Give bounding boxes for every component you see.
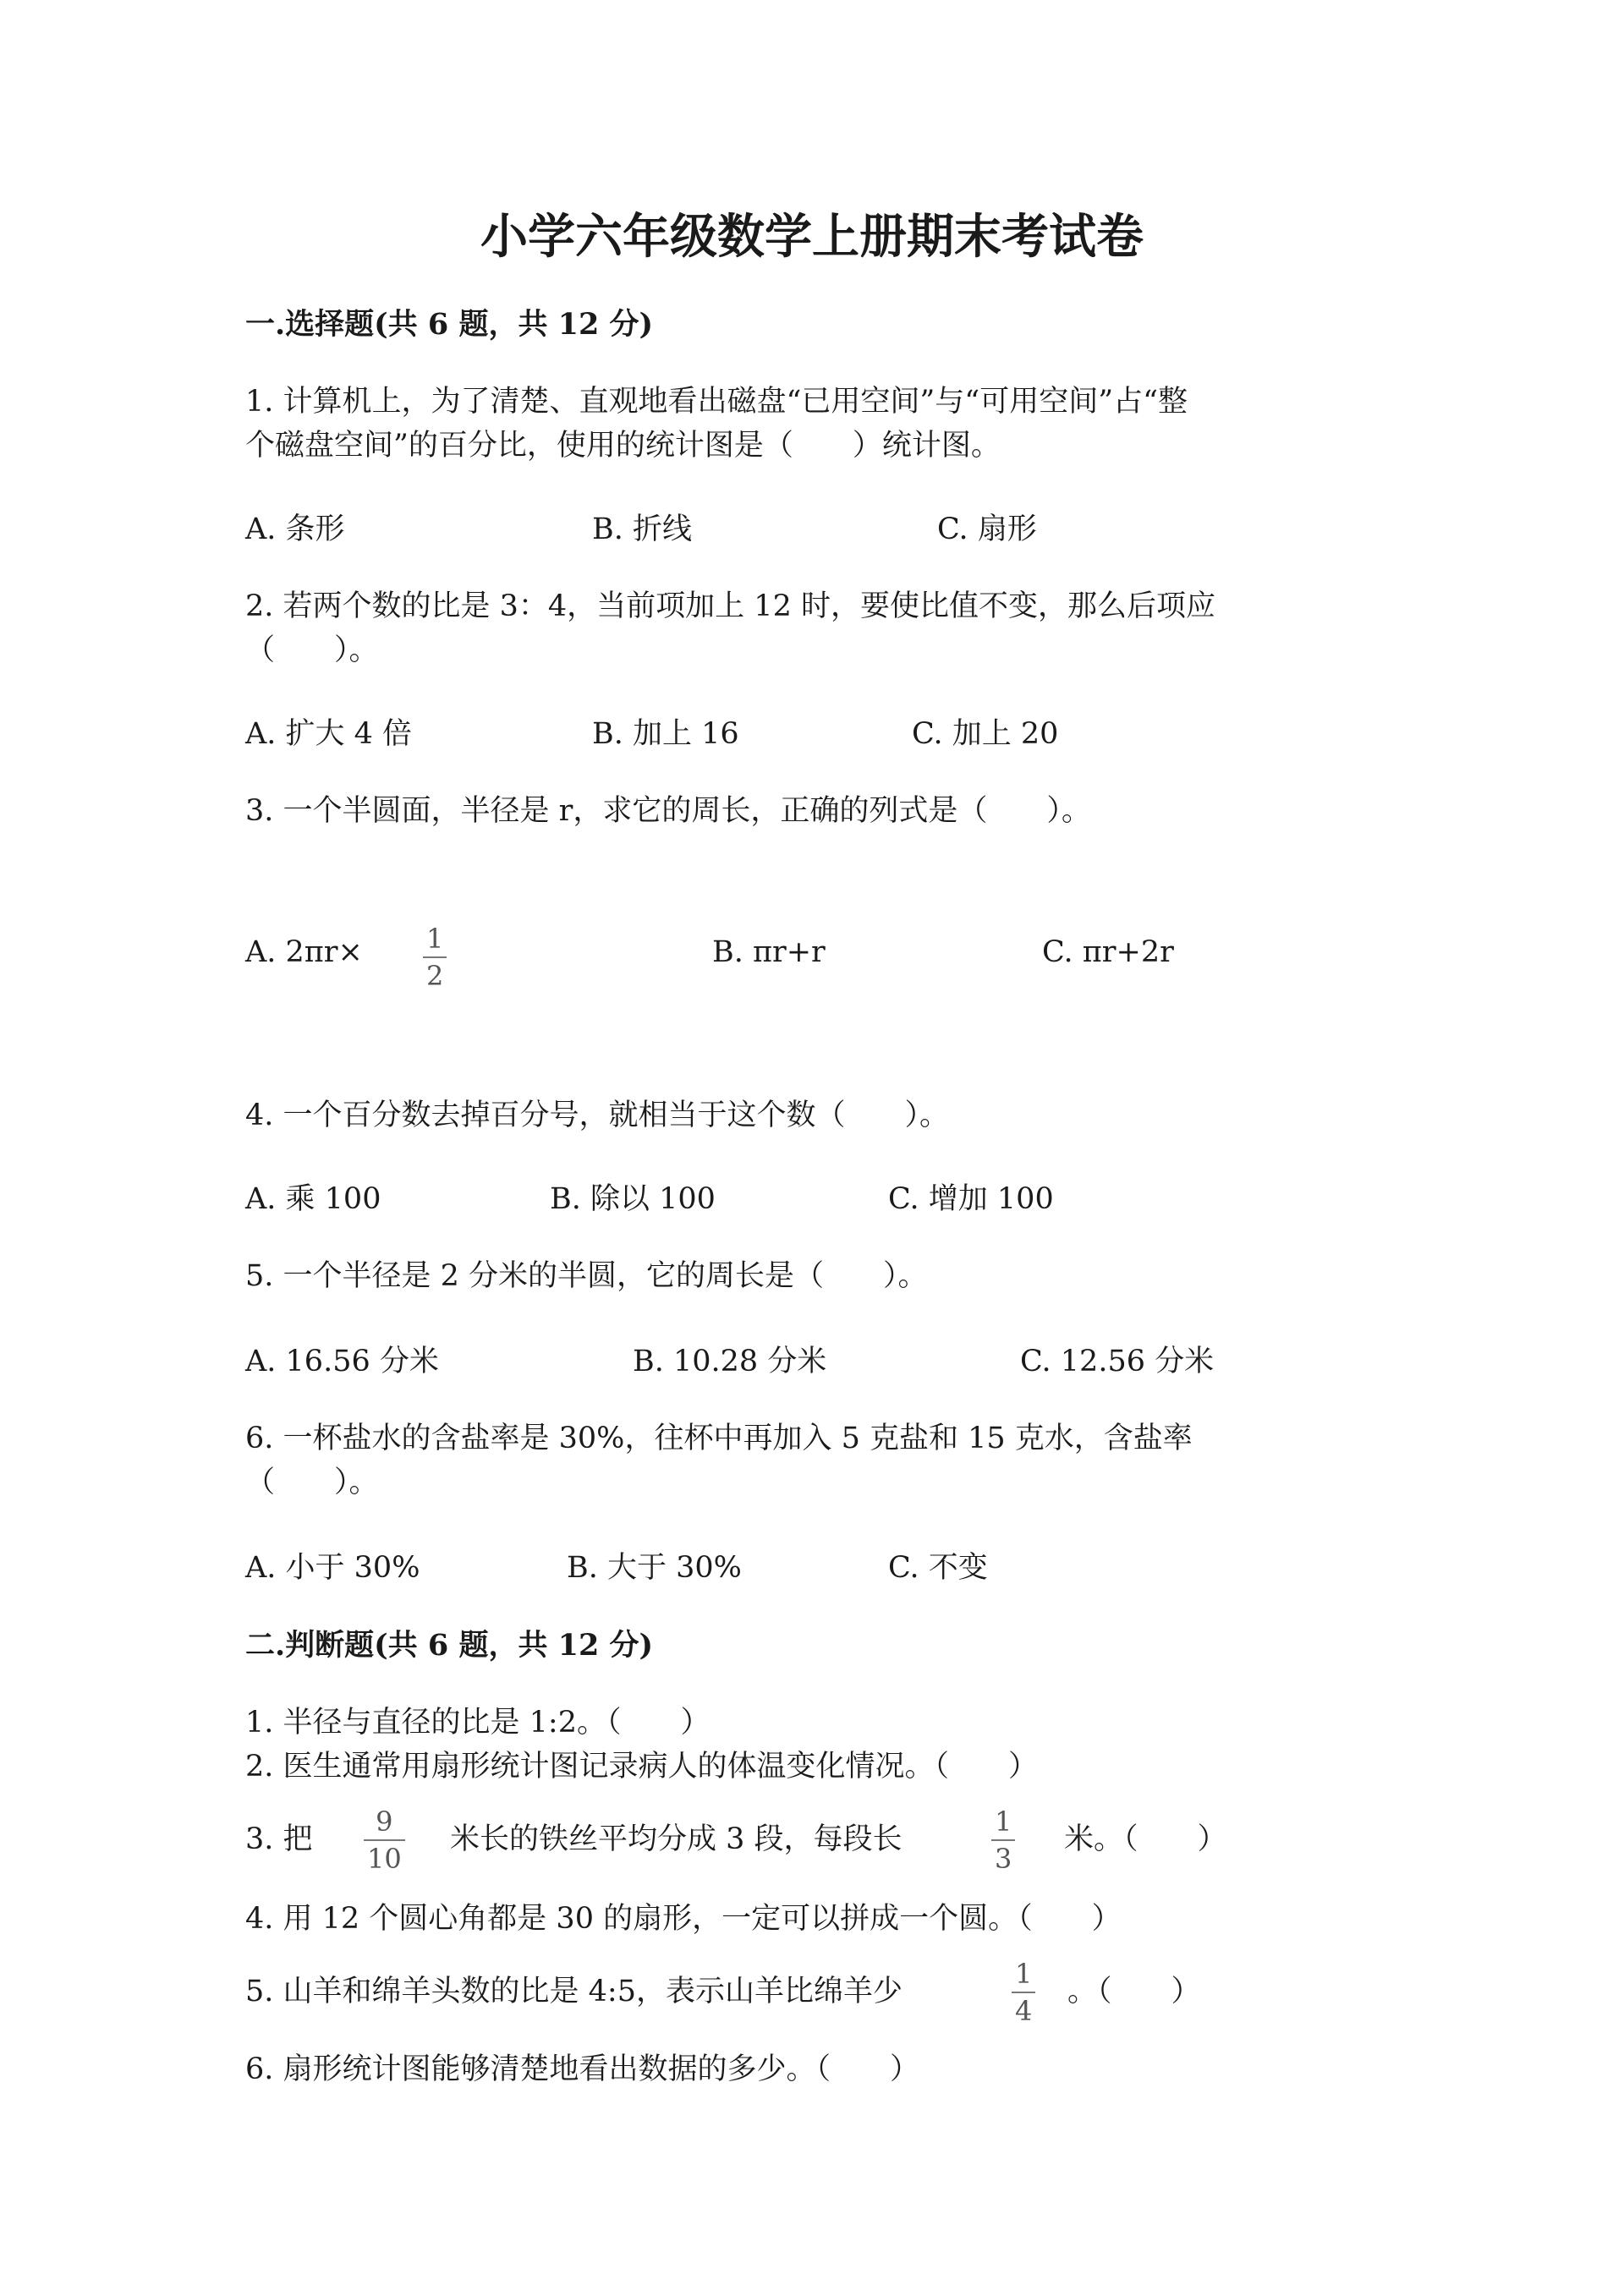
- question-4-line-1: 4. 一个百分数去掉百分号，就相当于这个数（ ）。: [245, 1099, 950, 1132]
- judgment-4: 4. 用 12 个圆心角都是 30 的扇形，一定可以拼成一个圆。（ ）: [245, 1902, 1122, 1936]
- fraction-denominator: 3: [995, 1843, 1012, 1875]
- fraction-numerator: 1: [1015, 1958, 1033, 1990]
- fraction-one-third: [991, 1806, 1015, 1875]
- question-6-option-c[interactable]: C. 不变: [888, 1551, 988, 1585]
- judgment-5-suffix: 。（ ）: [1067, 1975, 1201, 2008]
- question-2-option-b[interactable]: B. 加上 16: [592, 717, 739, 751]
- question-1-line-2: 个磁盘空间”的百分比，使用的统计图是（ ）统计图。: [245, 429, 1001, 463]
- fraction-bar: [1012, 1992, 1035, 1993]
- fraction-one-quarter: [1012, 1960, 1035, 2025]
- question-3-option-a[interactable]: A. 2πr×: [245, 935, 363, 969]
- question-1-line-1: 1. 计算机上，为了清楚、直观地看出磁盘“已用空间”与“可用空间”占“整: [245, 385, 1188, 419]
- judgment-3-middle: 米长的铁丝平均分成 3 段，每段长: [450, 1822, 903, 1856]
- fraction-denominator: 2: [426, 960, 444, 992]
- question-1-option-a[interactable]: A. 条形: [245, 512, 345, 546]
- judgment-5-prefix: 5. 山羊和绵羊头数的比是 4:5，表示山羊比绵羊少: [245, 1975, 903, 2008]
- question-5-line-1: 5. 一个半径是 2 分米的半圆，它的周长是（ ）。: [245, 1259, 928, 1293]
- fraction-bar: [423, 956, 447, 958]
- question-4-option-a[interactable]: A. 乘 100: [245, 1182, 381, 1216]
- question-4-option-c[interactable]: C. 增加 100: [888, 1182, 1054, 1216]
- question-4-option-b[interactable]: B. 除以 100: [550, 1182, 716, 1216]
- question-5-option-a[interactable]: A. 16.56 分米: [245, 1345, 439, 1378]
- judgment-1: 1. 半径与直径的比是 1:2。（ ）: [245, 1706, 710, 1740]
- fraction-denominator: 10: [367, 1843, 402, 1875]
- question-5-option-c[interactable]: C. 12.56 分米: [1020, 1345, 1215, 1378]
- question-2-line-1: 2. 若两个数的比是 3：4，当前项加上 12 时，要使比值不变，那么后项应: [245, 589, 1215, 623]
- question-2-line-2: （ ）。: [245, 633, 379, 667]
- question-6-line-1: 6. 一杯盐水的含盐率是 30%，往杯中再加入 5 克盐和 15 克水，含盐率: [245, 1422, 1193, 1455]
- question-1-option-c[interactable]: C. 扇形: [937, 512, 1037, 546]
- question-6-line-2: （ ）。: [245, 1466, 379, 1499]
- fraction-numerator: 1: [426, 923, 444, 955]
- question-5-option-b[interactable]: B. 10.28 分米: [633, 1345, 827, 1378]
- fraction-one-half: [423, 923, 447, 992]
- fraction-bar: [364, 1839, 405, 1841]
- fraction-bar: [991, 1839, 1015, 1841]
- question-3-option-c[interactable]: C. πr+2r: [1042, 935, 1174, 969]
- question-3-option-b[interactable]: B. πr+r: [712, 935, 826, 969]
- fraction-denominator: 4: [1015, 1995, 1033, 2027]
- section-heading-choice: 一.选择题(共 6 题，共 12 分): [245, 307, 654, 342]
- fraction-numerator: 1: [995, 1806, 1012, 1838]
- judgment-3-prefix: 3. 把: [245, 1822, 313, 1856]
- judgment-3-suffix: 米。（ ）: [1064, 1822, 1227, 1856]
- question-6-option-a[interactable]: A. 小于 30%: [245, 1551, 420, 1585]
- question-2-option-c[interactable]: C. 加上 20: [912, 717, 1059, 751]
- fraction-nine-tenths: [364, 1806, 405, 1875]
- fraction-numerator: 9: [376, 1806, 393, 1838]
- question-6-option-b[interactable]: B. 大于 30%: [567, 1551, 742, 1585]
- judgment-6: 6. 扇形统计图能够清楚地看出数据的多少。（ ）: [245, 2052, 920, 2086]
- page-title: 小学六年级数学上册期末考试卷: [480, 209, 1144, 265]
- judgment-2: 2. 医生通常用扇形统计图记录病人的体温变化情况。（ ）: [245, 1750, 1039, 1784]
- question-1-option-b[interactable]: B. 折线: [592, 512, 692, 546]
- question-2-option-a[interactable]: A. 扩大 4 倍: [245, 717, 413, 751]
- question-3-line-1: 3. 一个半圆面，半径是 r，求它的周长，正确的列式是（ ）。: [245, 794, 1091, 828]
- section-heading-judgment: 二.判断题(共 6 题，共 12 分): [245, 1628, 654, 1663]
